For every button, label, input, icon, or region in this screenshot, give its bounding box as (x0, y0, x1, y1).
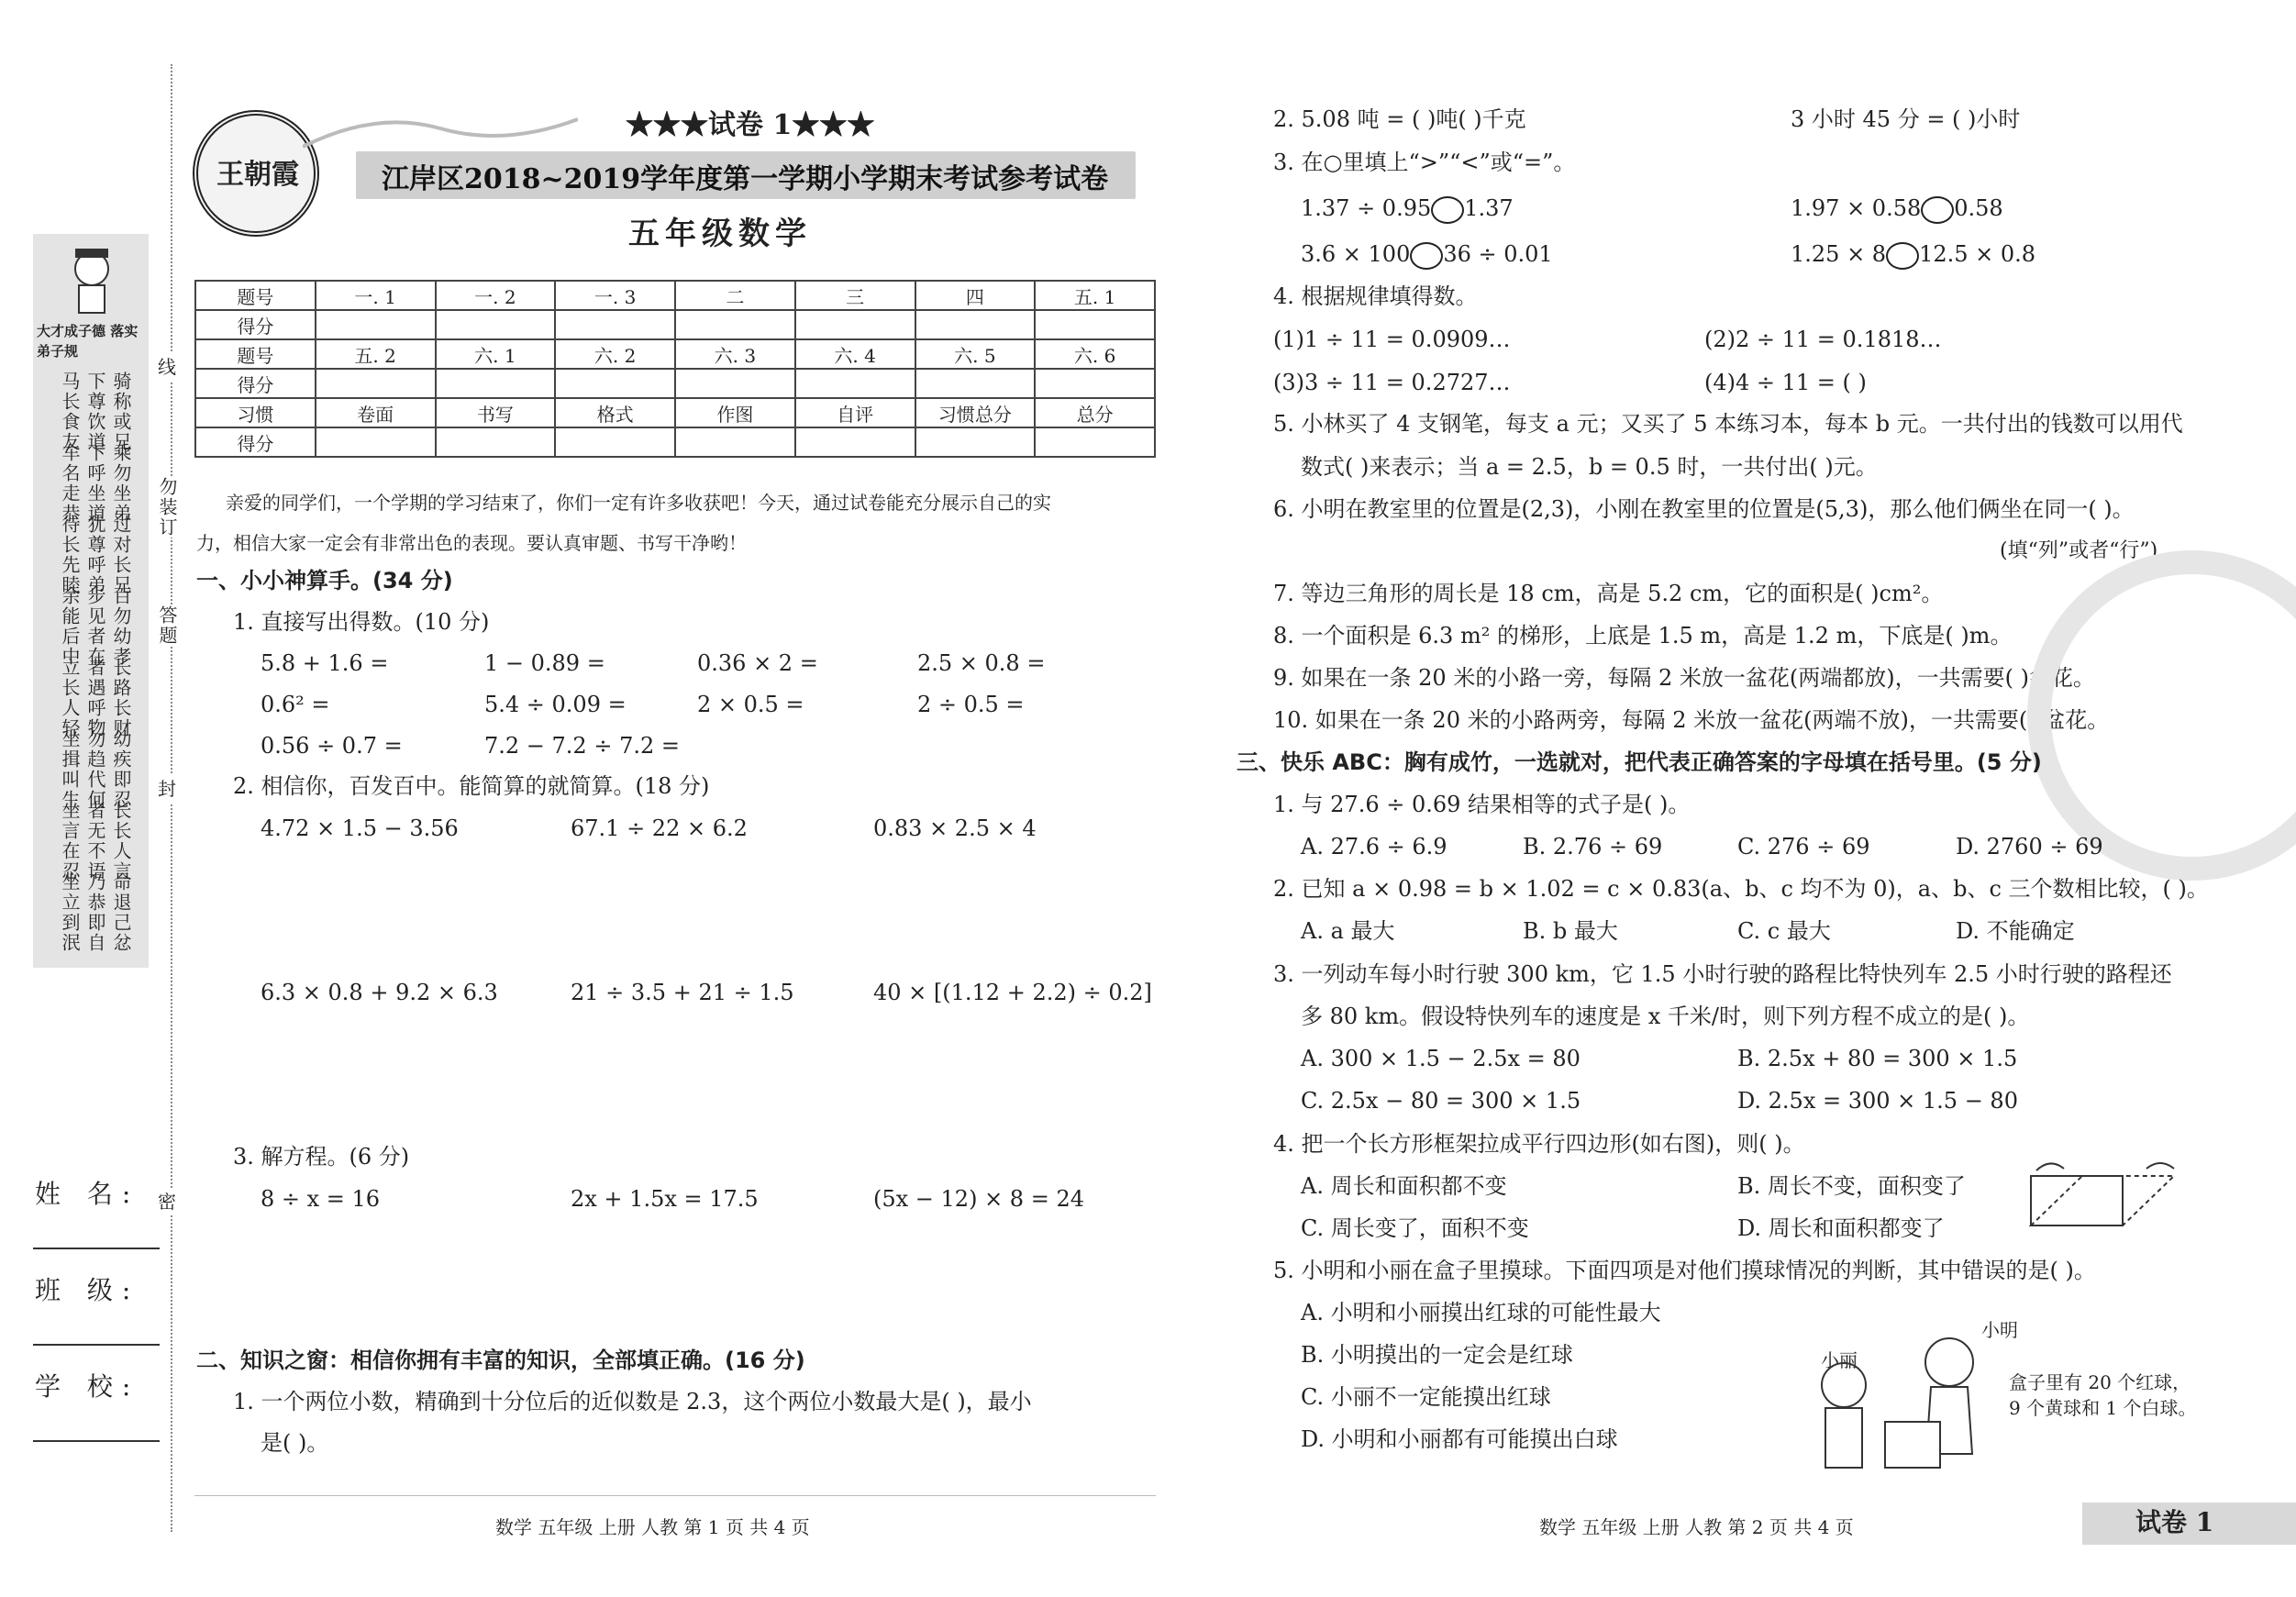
choice-option: A. 27.6 ÷ 6.9 (1301, 834, 1447, 859)
mental-math-item: 1 − 0.89 = (484, 650, 605, 676)
paper-series: ★★★试卷 1★★★ (626, 109, 875, 141)
margin-rule-column: 骑称或兄 (110, 372, 132, 452)
name-label: 姓 名: (35, 1179, 140, 1209)
score-cell: 六. 1 (436, 339, 556, 369)
rectangle-to-parallelogram-figure (2027, 1158, 2183, 1231)
mental-math-item: 2 × 0.5 = (697, 692, 804, 717)
equation-item: 8 ÷ x = 16 (261, 1186, 381, 1212)
score-cell[interactable] (555, 310, 675, 339)
margin-rule-column: 下呼坐道 (84, 443, 106, 524)
simplify-item: 67.1 ÷ 22 × 6.2 (571, 815, 748, 841)
margin-rule-column: 下尊饮道 (84, 372, 106, 452)
mental-math-item: 5.8 + 1.6 = (261, 650, 389, 676)
margin-rule-column: 乘勿坐弟 (110, 443, 132, 524)
score-cell: 作图 (675, 398, 795, 427)
compare-left: 3.6 × 100 (1301, 241, 1411, 267)
score-row (195, 310, 1155, 339)
choice-option: A. 300 × 1.5 − 2.5x = 80 (1301, 1046, 1581, 1071)
mental-math-item: 0.6² = (261, 692, 330, 717)
score-cell[interactable] (316, 310, 436, 339)
choice-option: C. 周长变了，面积不变 (1301, 1215, 1529, 1241)
subject-title: 五年级数学 (628, 216, 812, 252)
choice-option: B. 周长不变，面积变了 (1737, 1173, 1966, 1199)
watermark-seal (2027, 550, 2296, 881)
school-label: 学 校: (35, 1371, 140, 1402)
score-cell[interactable] (436, 369, 556, 398)
q1-1-title: 1. 直接写出得数。(10 分) (233, 609, 490, 635)
cartoon-figure (55, 243, 128, 316)
s2-q8: 8. 一个面积是 6.3 m² 的梯形，上底是 1.5 m，高是 1.2 m，下底是( )m。 (1273, 623, 2013, 649)
s2-q6-line1: 6. 小明在教室里的位置是(2,3)，小刚在教室里的位置是(5,3)，那么他们俩坐在同一( )。 (1273, 496, 2135, 522)
score-row (195, 281, 1155, 310)
choice-option: D. 小明和小丽都有可能摸出白球 (1301, 1426, 1618, 1452)
choice-option: B. 2.76 ÷ 69 (1523, 834, 1663, 859)
score-cell: 习惯总分 (915, 398, 1036, 427)
score-cell: 六. 6 (1035, 339, 1155, 369)
s2-q3: 3. 在○里填上“>”“<”或“=”。 (1273, 150, 1576, 175)
school-field[interactable] (33, 1440, 160, 1442)
margin-rule-column: 犹尊呼弟 (84, 515, 106, 595)
intro-line-2: 力，相信大家一定会有非常出色的表现。要认真审题、书写干净哟！ (196, 532, 747, 554)
compare-item-4 (1791, 240, 2035, 270)
margin-rule-column: 马长食友 (59, 372, 81, 452)
section2-title: 二、知识之窗：相信你拥有丰富的知识，全部填正确。(16 分) (196, 1347, 805, 1373)
mental-math-item: 0.36 × 2 = (697, 650, 818, 676)
ribbon-decoration (303, 101, 578, 156)
score-cell: 三 (795, 281, 915, 310)
motto: 大才成子德 落实弟子规 (37, 323, 139, 360)
footer-divider-left (194, 1495, 1156, 1496)
mental-math-item: 2 ÷ 0.5 = (917, 692, 1025, 717)
choice-option: D. 2.5x = 300 × 1.5 − 80 (1737, 1088, 2018, 1114)
s2-q10: 10. 如果在一条 20 米的小路两旁，每隔 2 米放一盆花(两端不放)，一共需要( )盆花。 (1273, 707, 2110, 733)
score-cell[interactable] (436, 310, 556, 339)
figure-label-xiaoming: 小明 (1981, 1319, 2018, 1341)
s2-q5-line2: 数式( )来表示；当 a = 2.5，b = 0.5 时，一共付出( )元。 (1301, 454, 1878, 480)
compare-item-1 (1301, 194, 1514, 224)
compare-left: 1.97 × 0.58 (1791, 195, 1922, 221)
margin-rule-column: 立长人轻 (59, 658, 81, 738)
score-cell: 习惯 (195, 398, 316, 427)
compare-circle[interactable] (1410, 242, 1443, 270)
s2-q2-a: 2. 5.08 吨 = ( )吨( )千克 (1273, 106, 1526, 132)
compare-right: 0.58 (1954, 195, 2003, 221)
s3-q3-line2: 多 80 km。假设特快列车的速度是 x 千米/时，则下列方程不成立的是( )。 (1301, 1004, 2030, 1029)
simplify-item: 0.83 × 2.5 × 4 (873, 815, 1037, 841)
score-row (195, 339, 1155, 369)
s2-q6-line2: (填“列”或者“行”) (2000, 539, 2158, 562)
compare-item-3 (1301, 240, 1553, 270)
choice-option: B. 2.5x + 80 = 300 × 1.5 (1737, 1046, 2018, 1071)
footer-right: 数学 五年级 上册 人教 第 2 页 共 4 页 (1539, 1516, 1854, 1538)
section1-title: 一、小小神算手。(34 分) (196, 568, 453, 593)
s3-q5: 5. 小明和小丽在盒子里摸球。下面四项是对他们摸球情况的判断，其中错误的是( )。 (1273, 1258, 2096, 1283)
score-cell[interactable] (795, 427, 915, 457)
fold-label-2: 勿装订 (156, 477, 178, 538)
s2-q9: 9. 如果在一条 20 米的小路一旁，每隔 2 米放一盆花(两端都放)，一共需要( )盆花。 (1273, 665, 2095, 691)
score-cell[interactable] (555, 369, 675, 398)
choice-option: C. c 最大 (1737, 918, 1831, 944)
score-cell[interactable] (795, 310, 915, 339)
s3-q4: 4. 把一个长方形框架拉成平行四边形(如右图)，则( )。 (1273, 1131, 1805, 1157)
margin-rule-column: 者遇呼物 (84, 658, 106, 738)
score-cell: 题号 (195, 281, 316, 310)
compare-right: 36 ÷ 0.01 (1443, 241, 1553, 267)
margin-rule-column: 车名走恭 (59, 443, 81, 524)
score-cell[interactable] (675, 427, 795, 457)
compare-circle[interactable] (1886, 242, 1919, 270)
pattern-2: (2)2 ÷ 11 = 0.1818… (1704, 327, 1942, 352)
simplify-item: 6.3 × 0.8 + 9.2 × 6.3 (261, 980, 498, 1005)
score-cell[interactable] (1035, 310, 1155, 339)
intro-line-1: 亲爱的同学们，一个学期的学习结束了，你们一定有许多收获吧！今天，通过试卷能充分展示自己的实 (226, 492, 1051, 514)
margin-rule-column: 百勿幼孝 (110, 586, 132, 667)
simplify-item: 21 ÷ 3.5 + 21 ÷ 1.5 (571, 980, 794, 1005)
mental-math-item: 2.5 × 0.8 = (917, 650, 1046, 676)
fold-label-4: 答题 (156, 605, 178, 646)
margin-rule-column: 坐揖叫生 (59, 729, 81, 810)
score-cell: 题号 (195, 339, 316, 369)
score-table (194, 280, 1156, 458)
score-cell[interactable] (795, 369, 915, 398)
margin-rule-column: 坐立到泯 (59, 872, 81, 953)
score-cell[interactable] (675, 310, 795, 339)
section3-title: 三、快乐 ABC：胸有成竹，一选就对，把代表正确答案的字母填在括号里。(5 分) (1237, 749, 2042, 775)
score-cell: 卷面 (316, 398, 436, 427)
margin-rule-column: 者无不语 (84, 801, 106, 882)
s2-q1-line2: 是( )。 (261, 1430, 329, 1456)
margin-rule-column: 坐言在忍 (59, 801, 81, 882)
fold-label-1: 线 (158, 353, 176, 381)
compare-circle[interactable] (1921, 196, 1954, 224)
choice-option: D. 不能确定 (1956, 918, 2075, 944)
score-cell[interactable] (915, 427, 1036, 457)
kids-drawing-ball-figure (1798, 1321, 2009, 1477)
score-cell[interactable] (316, 427, 436, 457)
choice-option: A. 周长和面积都不变 (1301, 1173, 1507, 1199)
score-cell[interactable] (316, 369, 436, 398)
pattern-3: (3)3 ÷ 11 = 0.2727… (1273, 370, 1511, 395)
score-cell[interactable] (915, 310, 1036, 339)
compare-circle[interactable] (1431, 196, 1464, 224)
equation-item: 2x + 1.5x = 17.5 (571, 1186, 759, 1212)
score-cell[interactable] (555, 427, 675, 457)
class-label: 班 级: (35, 1275, 140, 1305)
choice-option: C. 小丽不一定能摸出红球 (1301, 1384, 1551, 1410)
fold-label-5: 密 (158, 1188, 176, 1215)
choice-option: B. b 最大 (1523, 918, 1618, 944)
figure-caption-1: 盒子里有 20 个红球， (2009, 1371, 2191, 1393)
score-cell[interactable] (915, 369, 1036, 398)
score-row (195, 427, 1155, 457)
score-cell: 总分 (1035, 398, 1155, 427)
q1-2-title: 2. 相信你，百发百中。能简算的就简算。(18 分) (233, 773, 710, 799)
mental-math-item: 5.4 ÷ 0.09 = (484, 692, 627, 717)
fold-label-3: 封 (158, 775, 176, 803)
equation-item: (5x − 12) × 8 = 24 (873, 1186, 1084, 1212)
margin-rule-column: 乃恭即自 (84, 872, 106, 953)
score-cell: 五. 1 (1035, 281, 1155, 310)
score-cell[interactable] (1035, 369, 1155, 398)
s2-q7: 7. 等边三角形的周长是 18 cm，高是 5.2 cm，它的面积是( )cm²。 (1273, 581, 1944, 606)
s3-q2: 2. 已知 a × 0.98 = b × 1.02 = c × 0.83(a、b、c 均不为 0)，a、b、c 三个数相比较，( )。 (1273, 876, 2209, 902)
margin-rule-column: 过对长兄 (110, 515, 132, 595)
paper-title: 江岸区2018~2019学年度第一学期小学期末考试参考试卷 (382, 163, 1109, 195)
score-cell: 四 (915, 281, 1036, 310)
score-cell: 一. 3 (555, 281, 675, 310)
score-row (195, 398, 1155, 427)
compare-right: 1.37 (1464, 195, 1514, 221)
compare-left: 1.25 × 8 (1791, 241, 1887, 267)
score-cell: 六. 4 (795, 339, 915, 369)
mental-math-item: 7.2 − 7.2 ÷ 7.2 = (484, 733, 680, 759)
score-cell: 二 (675, 281, 795, 310)
score-cell: 六. 3 (675, 339, 795, 369)
score-cell: 得分 (195, 310, 316, 339)
compare-item-2 (1791, 194, 2003, 224)
choice-option: C. 276 ÷ 69 (1737, 834, 1870, 859)
choice-option: D. 周长和面积都变了 (1737, 1215, 1945, 1241)
name-field[interactable] (33, 1248, 160, 1249)
score-cell[interactable] (1035, 427, 1155, 457)
score-cell: 六. 5 (915, 339, 1036, 369)
compare-right: 12.5 × 0.8 (1919, 241, 2036, 267)
mental-math-item: 0.56 ÷ 0.7 = (261, 733, 403, 759)
choice-option: C. 2.5x − 80 = 300 × 1.5 (1301, 1088, 1581, 1114)
choice-option: D. 2760 ÷ 69 (1956, 834, 2103, 859)
margin-rule-column: 余能后中 (59, 586, 81, 667)
score-cell: 书写 (436, 398, 556, 427)
score-cell: 一. 2 (436, 281, 556, 310)
s2-q1-line1: 1. 一个两位小数，精确到十分位后的近似数是 2.3，这个两位小数最大是( )，最小 (233, 1389, 1032, 1414)
s3-q3-line1: 3. 一列动车每小时行驶 300 km，它 1.5 小时行驶的路程比特快列车 2.5 小时行驶的路程还 (1273, 961, 2172, 987)
score-cell[interactable] (675, 369, 795, 398)
score-cell: 自评 (795, 398, 915, 427)
choice-option: A. 小明和小丽摸出红球的可能性最大 (1301, 1300, 1661, 1325)
s2-q2-b: 3 小时 45 分 = ( )小时 (1791, 106, 2021, 132)
margin-rule-column: 幼疾即忍 (110, 729, 132, 810)
pattern-1: (1)1 ÷ 11 = 0.0909… (1273, 327, 1511, 352)
score-cell: 一. 1 (316, 281, 436, 310)
score-cell: 格式 (555, 398, 675, 427)
score-cell: 六. 2 (555, 339, 675, 369)
margin-rule-column: 长路长财 (110, 658, 132, 738)
figure-label-xiaoli: 小丽 (1821, 1349, 1858, 1371)
paper-tag: 试卷 1 (2135, 1507, 2214, 1537)
margin-rule-column: 命退己忿 (110, 872, 132, 953)
s2-q5-line1: 5. 小林买了 4 支钢笔，每支 a 元；又买了 5 本练习本，每本 b 元。一共付出的钱数可以用代 (1273, 411, 2183, 437)
margin-rule-column: 待长先睦 (59, 515, 81, 595)
footer-left: 数学 五年级 上册 人教 第 1 页 共 4 页 (495, 1516, 810, 1538)
margin-rule-column: 勿趋代何 (84, 729, 106, 810)
score-cell: 得分 (195, 427, 316, 457)
score-cell: 五. 2 (316, 339, 436, 369)
choice-option: B. 小明摸出的一定会是红球 (1301, 1342, 1573, 1368)
s3-q1: 1. 与 27.6 ÷ 0.69 结果相等的式子是( )。 (1273, 792, 1691, 817)
simplify-item: 40 × [(1.12 + 2.2) ÷ 0.2] (873, 980, 1152, 1005)
compare-left: 1.37 ÷ 0.95 (1301, 195, 1432, 221)
score-cell: 得分 (195, 369, 316, 398)
pattern-4: (4)4 ÷ 11 = ( ) (1704, 370, 1867, 395)
score-row (195, 369, 1155, 398)
q1-3-title: 3. 解方程。(6 分) (233, 1144, 410, 1170)
margin-rule-column: 长长人言 (110, 801, 132, 882)
choice-option: A. a 最大 (1301, 918, 1395, 944)
class-field[interactable] (33, 1344, 160, 1346)
figure-caption-2: 9 个黄球和 1 个白球。 (2009, 1397, 2197, 1419)
margin-rule-column: 步见者在 (84, 586, 106, 667)
logo-text: 王朝霞 (216, 159, 299, 191)
s2-q4: 4. 根据规律填得数。 (1273, 283, 1478, 309)
simplify-item: 4.72 × 1.5 − 3.56 (261, 815, 459, 841)
score-cell[interactable] (436, 427, 556, 457)
